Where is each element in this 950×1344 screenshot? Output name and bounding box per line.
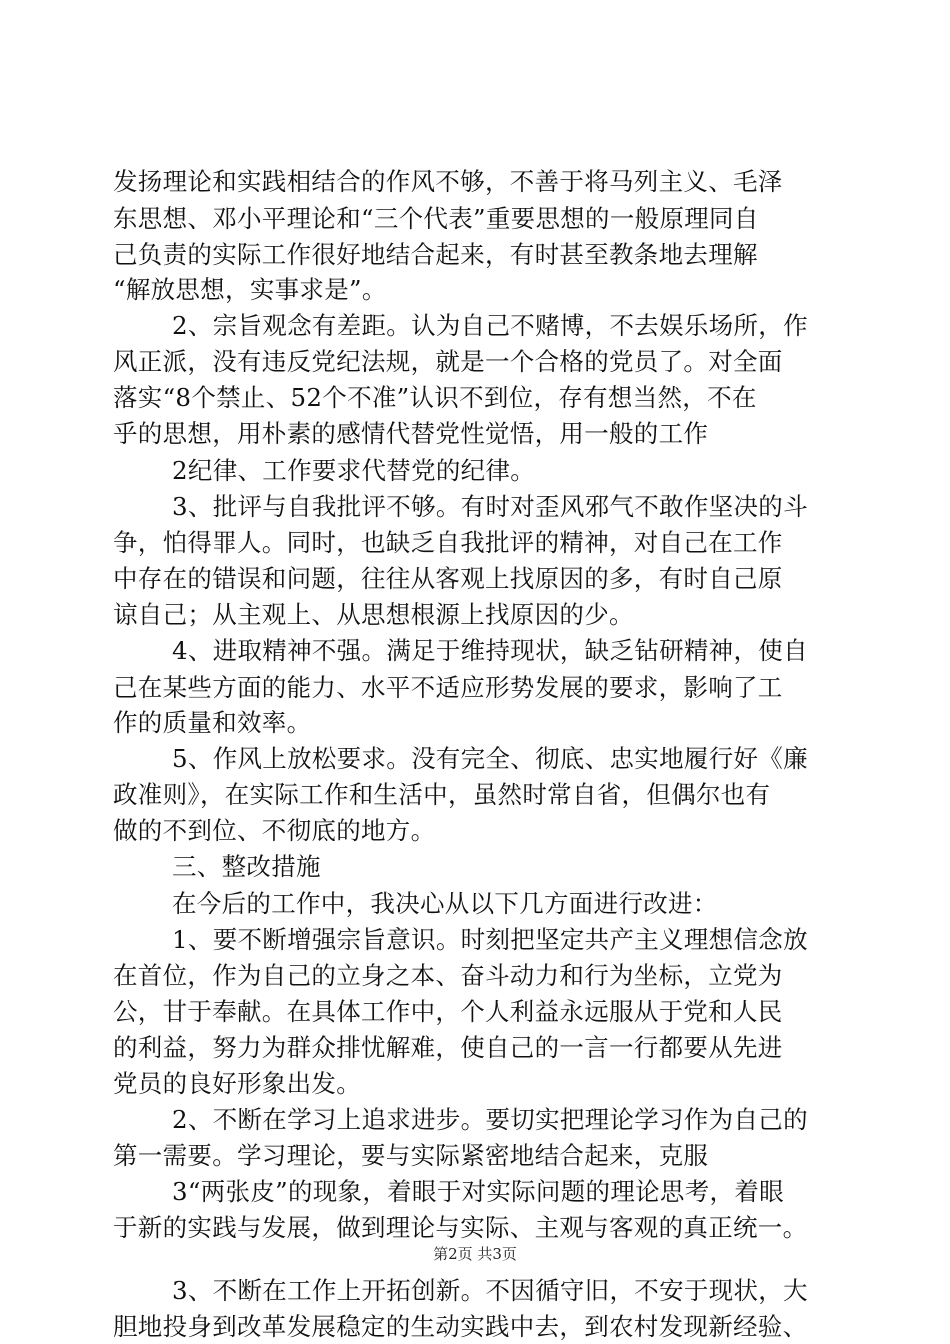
text-line: 谅自己；从主观上、从思想根源上找原因的少。	[113, 600, 634, 629]
text-line: 5、作风上放松要求。没有完全、彻底、忠实地履行好《廉	[172, 744, 808, 773]
text-line: 3、批评与自我批评不够。有时对歪风邪气不敢作坚决的斗	[172, 492, 808, 521]
text-line: 发扬理论和实践相结合的作风不够，不善于将马列主义、毛泽	[113, 167, 783, 196]
page-footer: 第2页 共3页	[433, 1245, 517, 1263]
text-line: 做的不到位、不彻底的地方。	[113, 816, 436, 845]
text-line: 3、不断在工作上开拓创新。不因循守旧，不安于现状，大	[172, 1276, 808, 1305]
text-line: 2、宗旨观念有差距。认为自己不赌博，不去娱乐场所，作	[172, 311, 808, 340]
text-line: 东思想、邓小平理论和“三个代表”重要思想的一般原理同自	[113, 204, 759, 233]
text-line: 己负责的实际工作很好地结合起来，有时甚至教条地去理解	[113, 240, 758, 269]
text-line: 于新的实践与发展，做到理论与实际、主观与客观的真正统一。	[113, 1213, 808, 1242]
text-line: 乎的思想，用朴素的感情代替党性觉悟，用一般的工作	[113, 419, 709, 448]
text-line: 党员的良好形象出发。	[113, 1069, 361, 1098]
text-line: “解放思想，实事求是”。	[113, 275, 387, 304]
text-line: 己在某些方面的能力、水平不适应形势发展的要求，影响了工	[113, 673, 783, 702]
text-line: 2纪律、工作要求代替党的纪律。	[172, 456, 536, 485]
text-line: 公，甘于奉献。在具体工作中，个人利益永远服从于党和人民	[113, 997, 783, 1026]
text-line: 作的质量和效率。	[113, 708, 312, 737]
text-line: 政准则》，在实际工作和生活中，虽然时常自省，但偶尔也有	[113, 780, 771, 809]
text-line: 3“两张皮”的现象，着眼于对实际问题的理论思考，着眼	[172, 1177, 784, 1206]
text-line: 争，怕得罪人。同时，也缺乏自我批评的精神，对自己在工作	[113, 528, 783, 557]
text-line: 中存在的错误和问题，往往从客观上找原因的多，有时自己原	[113, 564, 783, 593]
text-line: 在今后的工作中，我决心从以下几方面进行改进：	[172, 889, 718, 918]
text-line: 4、进取精神不强。满足于维持现状，缺乏钻研精神，使自	[172, 636, 808, 665]
text-line: 在首位，作为自己的立身之本、奋斗动力和行为坐标，立党为	[113, 961, 783, 990]
text-line: 风正派，没有违反党纪法规，就是一个合格的党员了。对全面	[113, 347, 783, 376]
text-line: 的利益，努力为群众排忧解难，使自己的一言一行都要从先进	[113, 1033, 783, 1062]
text-line: 2、不断在学习上追求进步。要切实把理论学习作为自己的	[172, 1105, 808, 1134]
text-line: 落实“8个禁止、52个不准”认识不到位，存有想当然，不在	[113, 383, 757, 412]
text-line: 第一需要。学习理论，要与实际紧密地结合起来，克服	[113, 1141, 709, 1170]
text-line: 胆地投身到改革发展稳定的生动实践中去，到农村发现新经验、	[113, 1312, 808, 1341]
text-line: 三、整改措施	[172, 852, 321, 881]
text-line: 1、要不断增强宗旨意识。时刻把坚定共产主义理想信念放	[172, 925, 808, 954]
